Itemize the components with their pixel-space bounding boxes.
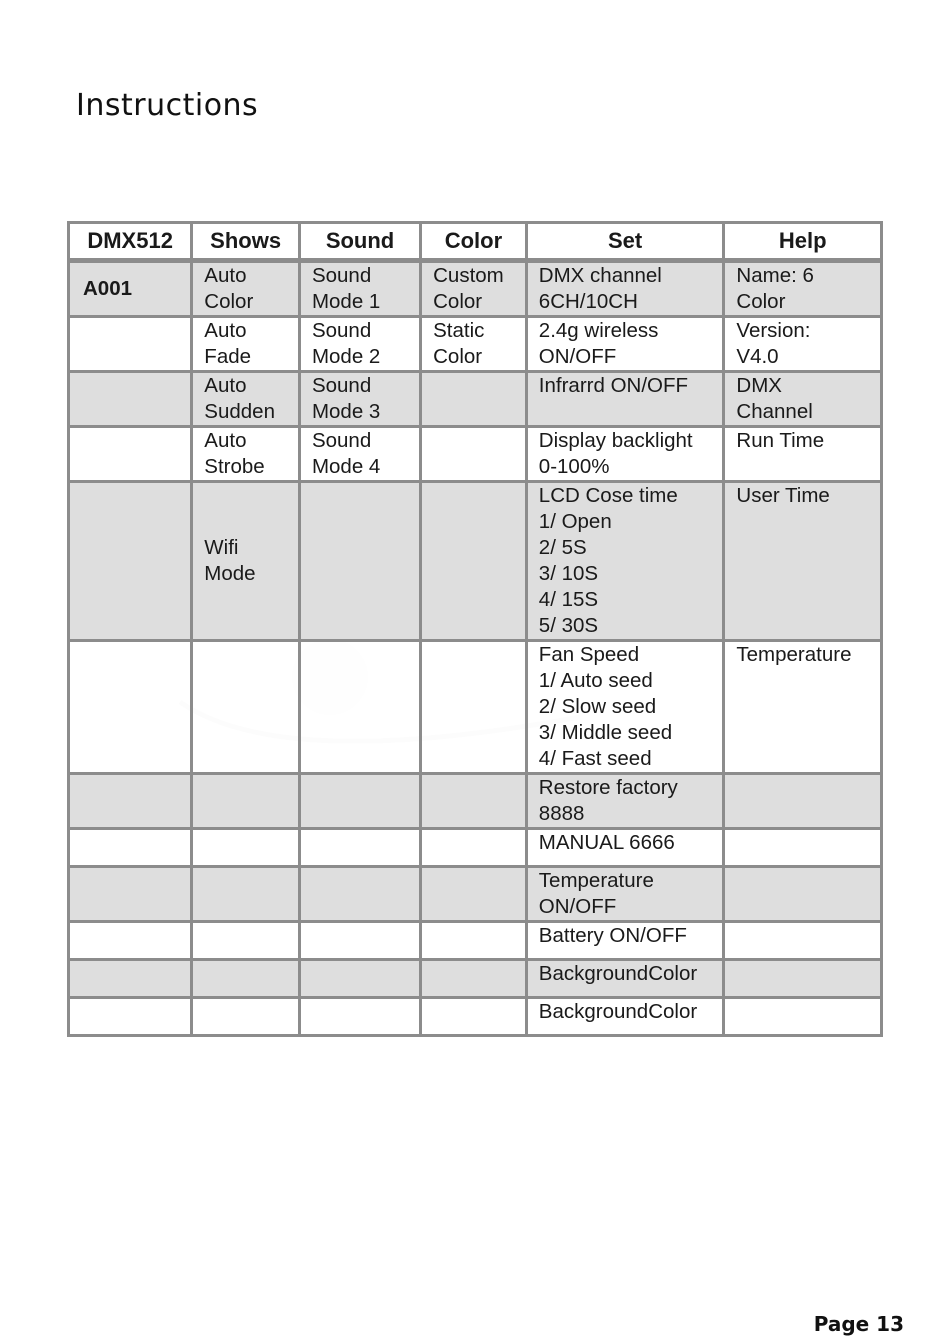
table-cell: Restore factory 8888 xyxy=(526,774,724,829)
table-cell xyxy=(69,829,192,867)
table-cell xyxy=(69,372,192,427)
table-cell: Custom Color xyxy=(421,261,527,317)
table-cell xyxy=(299,482,420,641)
table-cell xyxy=(724,922,882,960)
table-cell: Display backlight 0-100% xyxy=(526,427,724,482)
table-cell: Auto Strobe xyxy=(192,427,300,482)
table-cell: BackgroundColor xyxy=(526,998,724,1036)
table-cell: Fan Speed 1/ Auto seed 2/ Slow seed 3/ Middle seed 4/ Fast seed xyxy=(526,641,724,774)
table-cell xyxy=(421,372,527,427)
table-row xyxy=(69,261,882,317)
table-header-row xyxy=(69,223,882,261)
table-cell xyxy=(724,774,882,829)
table-cell xyxy=(192,641,300,774)
table-cell: LCD Cose time 1/ Open 2/ 5S 3/ 10S 4/ 15S 5/ 30S xyxy=(526,482,724,641)
table-row xyxy=(69,641,882,774)
table-cell xyxy=(69,427,192,482)
table-cell xyxy=(299,641,420,774)
table-row xyxy=(69,867,882,922)
header-color: Color xyxy=(421,223,527,261)
table-cell xyxy=(421,774,527,829)
table-cell xyxy=(724,960,882,998)
table-cell xyxy=(421,427,527,482)
table-cell xyxy=(69,960,192,998)
table-cell xyxy=(724,998,882,1036)
menu-structure-table xyxy=(67,221,883,1037)
table-cell: Name: 6 Color xyxy=(724,261,882,317)
table-cell: Version: V4.0 xyxy=(724,317,882,372)
table-cell: DMX Channel xyxy=(724,372,882,427)
table-cell: A001 xyxy=(69,261,192,317)
table-cell: Battery ON/OFF xyxy=(526,922,724,960)
table-cell xyxy=(421,960,527,998)
table-cell: Static Color xyxy=(421,317,527,372)
table-cell xyxy=(421,829,527,867)
table-cell xyxy=(69,482,192,641)
table-cell xyxy=(69,641,192,774)
table-cell xyxy=(192,922,300,960)
table-cell xyxy=(69,998,192,1036)
table-cell: BackgroundColor xyxy=(526,960,724,998)
table-cell xyxy=(192,960,300,998)
table-cell xyxy=(192,867,300,922)
table-cell: Wifi Mode xyxy=(192,482,300,641)
table-cell xyxy=(299,998,420,1036)
page-title: Instructions xyxy=(76,88,259,123)
table-cell xyxy=(299,922,420,960)
table-cell xyxy=(421,641,527,774)
table-cell: Run Time xyxy=(724,427,882,482)
table-cell xyxy=(299,867,420,922)
table-cell: Auto Sudden xyxy=(192,372,300,427)
table-cell xyxy=(69,317,192,372)
table-row xyxy=(69,998,882,1036)
header-help: Help xyxy=(724,223,882,261)
table-row xyxy=(69,317,882,372)
header-set: Set xyxy=(526,223,724,261)
table-cell: Temperature xyxy=(724,641,882,774)
table-cell xyxy=(192,829,300,867)
table-cell: User Time xyxy=(724,482,882,641)
header-shows: Shows xyxy=(192,223,300,261)
table-row xyxy=(69,482,882,641)
table-cell xyxy=(69,774,192,829)
table-cell xyxy=(192,998,300,1036)
table-cell xyxy=(299,960,420,998)
table-cell xyxy=(69,867,192,922)
table-row xyxy=(69,922,882,960)
table-row xyxy=(69,829,882,867)
table-cell xyxy=(69,922,192,960)
page-number: Page 13 xyxy=(813,1312,904,1336)
table-cell: Auto Color xyxy=(192,261,300,317)
table-cell: Infrarrd ON/OFF xyxy=(526,372,724,427)
table-cell: Auto Fade xyxy=(192,317,300,372)
table-row xyxy=(69,774,882,829)
table-cell: Sound Mode 2 xyxy=(299,317,420,372)
table-cell: 2.4g wireless ON/OFF xyxy=(526,317,724,372)
table-cell xyxy=(421,867,527,922)
header-dmx512: DMX512 xyxy=(69,223,192,261)
table-cell: MANUAL 6666 xyxy=(526,829,724,867)
table-cell xyxy=(724,829,882,867)
table-cell xyxy=(192,774,300,829)
table-cell xyxy=(299,774,420,829)
table-cell: Sound Mode 4 xyxy=(299,427,420,482)
table-cell xyxy=(421,922,527,960)
table-cell: Temperature ON/OFF xyxy=(526,867,724,922)
table-cell xyxy=(299,829,420,867)
table-row xyxy=(69,427,882,482)
table-cell: Sound Mode 3 xyxy=(299,372,420,427)
table-cell xyxy=(421,998,527,1036)
table-row xyxy=(69,960,882,998)
table-row xyxy=(69,372,882,427)
table-cell xyxy=(421,482,527,641)
table-cell: Sound Mode 1 xyxy=(299,261,420,317)
table-cell: DMX channel 6CH/10CH xyxy=(526,261,724,317)
table-cell xyxy=(724,867,882,922)
header-sound: Sound xyxy=(299,223,420,261)
